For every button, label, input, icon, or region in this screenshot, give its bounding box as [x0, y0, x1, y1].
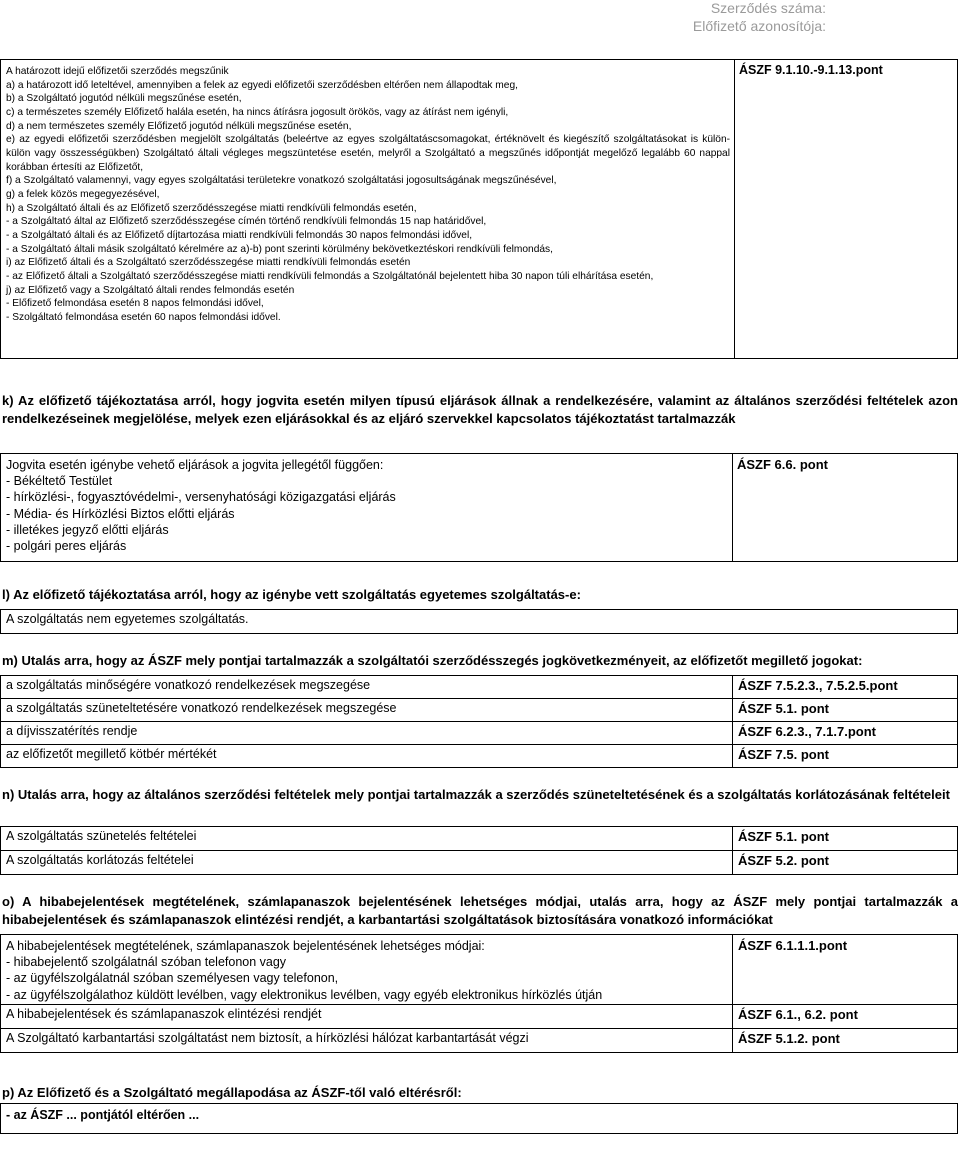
row-reference: ÁSZF 5.2. pont: [733, 851, 958, 875]
text-line: - polgári peres eljárás: [6, 539, 127, 554]
section-l-heading: l) Az előfizető tájékoztatása arról, hogy az igénybe vett szolgáltatás egyetemes szolgáltatás-e:: [2, 587, 581, 602]
row-reference: ÁSZF 5.1. pont: [733, 699, 958, 722]
section-p-table: [0, 1103, 958, 1134]
section-k-reference: ÁSZF 6.6. pont: [733, 454, 958, 562]
text-line: - Média- és Hírközlési Biztos előtti eljárás: [6, 506, 235, 521]
row-text: a szolgáltatás szüneteltetésére vonatkozó rendelkezések megszegése: [1, 699, 733, 722]
table-row: [1, 699, 958, 722]
row-reference: ÁSZF 5.1.2. pont: [733, 1029, 958, 1053]
fixed-term-reference: ÁSZF 9.1.10.-9.1.13.pont: [735, 60, 958, 359]
text-line: b) a Szolgáltató jogutód nélküli megszűnése esetén,: [6, 93, 242, 105]
text-line: d) a nem természetes személy Előfizető jogutód nélküli megszűnése esetén,: [6, 120, 352, 132]
row-reference: ÁSZF 7.5. pont: [733, 745, 958, 768]
section-p-heading: p) Az Előfizető és a Szolgáltató megállapodása az ÁSZF-től való eltérésről:: [2, 1085, 462, 1100]
row-reference: ÁSZF 7.5.2.3., 7.5.2.5.pont: [733, 676, 958, 699]
text-line: e) az egyedi előfizetői szerződésben megjelölt szolgáltatás (beleértve az egyes szolgáltatáscsomagokat, értéknövelt és kiegészítő szolgáltatásokat is külön-külön vagy összességükben) Szolgáltató általi végleges megszüntetése esetén, melyről a Szolgáltató a megszűnés időpontját megelőző legalább 60 nappal korábban értesíti az Előfizetőt,: [6, 134, 730, 173]
text-line: - Békéltető Testület: [6, 474, 113, 489]
table-row: [1, 745, 958, 768]
text-line: - a Szolgáltató általi másik szolgáltató kérelmére az a)-b) pont szerinti körülmény bekövetkeztéskori rendkívüli felmondás,: [6, 243, 553, 255]
text-line: - a Szolgáltató által az Előfizető szerződésszegése címén történő rendkívüli felmondás 15 nap határidővel,: [6, 216, 487, 228]
table-row: [1, 827, 958, 851]
deviation-answer: - az ÁSZF ... pontjától eltérően ...: [1, 1104, 958, 1134]
section-n-table: [0, 826, 958, 875]
text-line: A hibabejelentések megtételének, számlapanaszok bejelentésének lehetséges módjai:: [6, 939, 485, 953]
text-line: - az ügyfélszolgálathoz küldött levélben, vagy elektronikus levélben, vagy egyéb elektronikus hírközlés útján: [6, 987, 603, 1002]
text-line: j) az Előfizető vagy a Szolgáltató általi rendes felmondás esetén: [6, 284, 295, 296]
table-row: [1, 676, 958, 699]
text-line: h) a Szolgáltató általi és az Előfizető szerződésszegése miatti rendkívüli felmondás esetén,: [6, 202, 417, 214]
fault-report-methods: [1, 935, 733, 1005]
fixed-term-table: [0, 59, 958, 359]
row-text: A szolgáltatás szünetelés feltételei: [1, 827, 733, 851]
universal-service-answer: A szolgáltatás nem egyetemes szolgáltatás.: [1, 610, 958, 634]
text-line: i) az Előfizető általi és a Szolgáltató szerződésszegése miatti rendkívüli felmondás esetén: [6, 257, 411, 269]
text-line: g) a felek közös megegyezésével,: [6, 188, 160, 200]
section-k-table: [0, 453, 958, 562]
table-row: [1, 1029, 958, 1053]
section-o-table: [0, 934, 958, 1053]
row-reference: ÁSZF 6.1.1.1.pont: [733, 935, 958, 1005]
text-line: - hírközlési-, fogyasztóvédelmi-, versenyhatósági közigazgatási eljárás: [6, 490, 396, 505]
table-row: [1, 1005, 958, 1029]
subscriber-id-label: Előfizető azonosítója:: [692, 18, 826, 34]
row-text: A Szolgáltató karbantartási szolgáltatást nem biztosít, a hírközlési hálózat karbantartását végzi: [1, 1029, 733, 1053]
text-line: - a Szolgáltató általi és az Előfizető díjtartozása miatti rendkívüli felmondás 30 napos felmondási idővel,: [6, 229, 473, 241]
fixed-term-conditions: [1, 60, 735, 359]
section-l-table: [0, 609, 958, 634]
text-line: Jogvita esetén igénybe vehető eljárások a jogvita jellegétől függően:: [6, 458, 384, 472]
table-row: [1, 851, 958, 875]
text-line: - hibabejelentő szolgálatnál szóban telefonon vagy: [6, 955, 287, 970]
row-reference: ÁSZF 5.1. pont: [733, 827, 958, 851]
text-line: - Szolgáltató felmondása esetén 60 napos felmondási idővel.: [6, 311, 281, 323]
section-o-heading: o) A hibabejelentések megtételének, számlapanaszok bejelentésének lehetséges módjai, utalás arra, hogy az ÁSZF mely pontjai tartalmazzák a hibabejelentések és számlapanaszok elintézési rendjét, a karbantartási szolgáltatások biztosítására vonatkozó információkat: [2, 894, 958, 927]
row-reference: ÁSZF 6.1., 6.2. pont: [733, 1005, 958, 1029]
section-m-heading: m) Utalás arra, hogy az ÁSZF mely pontjai tartalmazzák a szolgáltatói szerződésszegés jogkövetkezményeit, az előfizetőt megillető jogokat:: [2, 653, 863, 668]
text-line: A határozott idejű előfizetői szerződés megszűnik: [6, 66, 229, 77]
text-line: a) a határozott idő leteltével, amennyiben a felek az egyedi előfizetői szerződésben eltérően nem állapodtak meg,: [6, 79, 518, 91]
text-line: - Előfizető felmondása esetén 8 napos felmondási idővel,: [6, 298, 264, 310]
row-text: az előfizetőt megillető kötbér mértékét: [1, 745, 733, 768]
section-k-heading: k) Az előfizető tájékoztatása arról, hogy jogvita esetén milyen típusú eljárások állnak a rendelkezésére, valamint az általános szerződési feltételek azon rendelkezéseinek megjelölése, melyek ezen eljárásokkal és az eljáró szervekkel kapcsolatos tájékoztatást tartalmazzák: [2, 393, 958, 426]
text-line: - illetékes jegyző előtti eljárás: [6, 522, 169, 537]
table-row: [1, 722, 958, 745]
contract-number-label: Szerződés száma:: [710, 0, 826, 16]
table-row: [1, 935, 958, 1005]
row-reference: ÁSZF 6.2.3., 7.1.7.pont: [733, 722, 958, 745]
text-line: f) a Szolgáltató valamennyi, vagy egyes szolgáltatási területekre vonatkozó szolgáltatási jogosultságának megszűnésével,: [6, 175, 557, 187]
text-line: c) a természetes személy Előfizető halála esetén, ha nincs átírásra jogosult örökös, vagy az átírást nem igényli,: [6, 106, 509, 118]
section-m-table: [0, 675, 958, 768]
dispute-procedures: [1, 454, 733, 562]
row-text: a szolgáltatás minőségére vonatkozó rendelkezések megszegése: [1, 676, 733, 699]
row-text: A hibabejelentések és számlapanaszok elintézési rendjét: [1, 1005, 733, 1029]
text-line: - az ügyfélszolgálatnál szóban személyesen vagy telefonon,: [6, 971, 339, 986]
section-n-heading: n) Utalás arra, hogy az általános szerződési feltételek mely pontjai tartalmazzák a szerződés szüneteltetésének és a szolgáltatás korlátozásának feltételeit: [2, 787, 950, 802]
text-line: - az Előfizető általi a Szolgáltató szerződésszegése miatti rendkívüli felmondás a Szolgáltatónál bejelentett hiba 30 napon túli elhárítása esetén,: [6, 270, 654, 282]
row-text: A szolgáltatás korlátozás feltételei: [1, 851, 733, 875]
row-text: a díjvisszatérítés rendje: [1, 722, 733, 745]
